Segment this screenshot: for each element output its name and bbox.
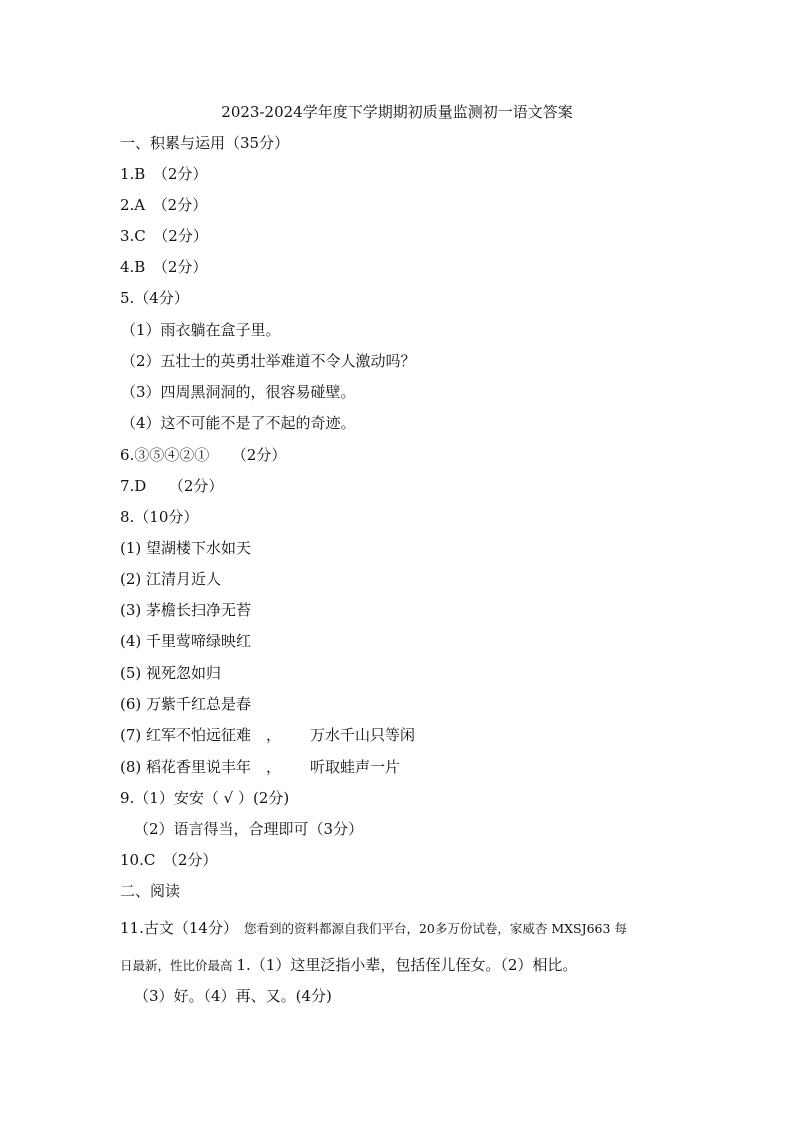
answer-q5: 5.（4分）	[120, 289, 189, 307]
document-title: 2023-2024学年度下学期期初质量监测初一语文答案	[221, 103, 573, 121]
answer-q11-part3-4: （3）好。（4）再、又。(4分)	[134, 987, 332, 1005]
answer-q9-part1: 9.（1）安安（ √ ）(2分)	[120, 789, 290, 807]
answer-q2: 2.A （2分）	[120, 196, 208, 214]
answer-q8-part7-second: 万水千山只等闲	[310, 726, 416, 744]
section-heading-reading: 二、阅读	[120, 882, 181, 900]
answer-q5-part2: （2）五壮士的英勇壮举难道不令人激动吗？	[121, 352, 416, 370]
answer-q11-row2	[120, 955, 577, 976]
answer-q8-part2: (2) 江清月近人	[120, 570, 222, 588]
answer-q8: 8.（10分）	[120, 508, 199, 526]
answer-q4: 4.B （2分）	[120, 258, 208, 276]
answer-q10: 10.C （2分）	[120, 851, 218, 869]
answer-q11-heading-row	[120, 918, 627, 939]
answer-q5-part1: （1）雨衣躺在盒子里。	[121, 321, 281, 339]
answer-q8-part8-first: (8) 稻花香里说丰年 ，	[120, 758, 282, 776]
answer-q7: 7.D （2分）	[120, 477, 224, 495]
answer-q5-part4: （4）这不可能不是了不起的奇迹。	[121, 414, 356, 432]
answer-q6: 6.③⑤④②① （2分）	[120, 446, 287, 464]
answer-q8-part1: (1) 望湖楼下水如天	[120, 539, 252, 557]
answer-q9-part2: （2）语言得当，合理即可（3分）	[134, 820, 364, 838]
answer-q5-part3: （3）四周黑洞洞的，很容易碰壁。	[121, 383, 356, 401]
answer-q11-label: 11.古文（14分）	[120, 919, 238, 937]
answer-q8-part7-first: (7) 红军不怕远征难 ，	[120, 726, 282, 744]
answer-q8-part3: (3) 茅檐长扫净无苔	[120, 601, 252, 619]
section-heading-accumulation: 一、积累与运用（35分）	[120, 134, 290, 152]
answer-q8-part6: (6) 万紫千红总是春	[120, 695, 252, 713]
promo-text-line2: 日最新，性比价最高	[120, 958, 233, 973]
answer-q11-part1-2: 1.（1）这里泛指小辈，包括侄儿侄女。（2）相比。	[236, 956, 578, 974]
answer-q1: 1.B （2分）	[120, 165, 208, 183]
answer-q3: 3.C （2分）	[120, 227, 208, 245]
promo-text-line1: 您看到的资料都源自我们平台，20多万份试卷，家威杏 MXSJ663 每	[243, 921, 627, 936]
answer-q8-part5: (5) 视死忽如归	[120, 664, 222, 682]
answer-q8-part8-second: 听取蛙声一片	[310, 758, 401, 776]
answer-q8-part4: (4) 千里莺啼绿映红	[120, 632, 252, 650]
